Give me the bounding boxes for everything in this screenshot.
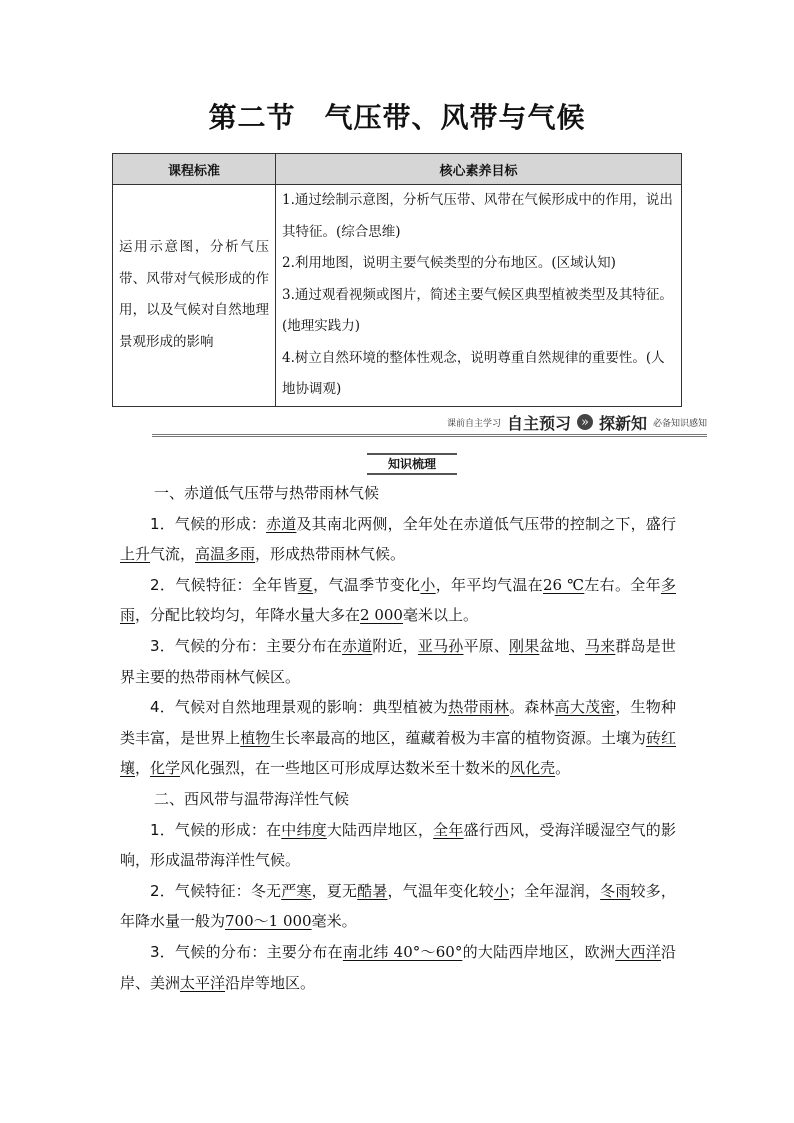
goal-item: 2.利用地图，说明主要气候类型的分布地区。(区域认知) [282, 255, 616, 271]
page-title: 第二节 气压带、风带与气候 [208, 101, 586, 134]
arrow-icon: » [577, 414, 593, 430]
paragraph: 1．气候的形成：在中纬度大陆西岸地区，全年盛行西风，受海洋暖湿空气的影响，形成温带海洋性气候。 [120, 820, 676, 870]
paragraph: 4．气候对自然地理景观的影响：典型植被为热带雨林。森林高大茂密，生物种类丰富，是世界上植物生长率最高的地区，蕴藏着极为丰富的植物资源。土壤为砖红壤，化学风化强烈，在一些地区可形成厚达数米至十数米的风化壳。 [120, 698, 676, 778]
paragraph: 2．气候特征：冬无严寒，夏无酷暑，气温年变化较小；全年湿润，冬雨较多，年降水量一般为700～1 000毫米。 [120, 881, 676, 931]
section-banner [152, 410, 707, 437]
goal-item: 1.通过绘制示意图，分析气压带、风带在气候形成中的作用，说出其特征。(综合思维) [282, 192, 673, 240]
paragraph: 2．气候特征：全年皆夏，气温季节变化小，年平均气温在26 ℃左右。全年多雨，分配比较均匀，年降水量大多在2 000毫米以上。 [120, 575, 676, 625]
content-body [120, 478, 676, 998]
goal-item: 3.通过观看视频或图片，简述主要气候区典型植被类型及其特征。(地理实践力) [282, 286, 673, 334]
knowledge-review-label: 知识梳理 [367, 453, 457, 475]
table-header-standard: 课程标准 [113, 154, 276, 185]
banner-main-2: 探新知 [598, 413, 647, 433]
banner-left-text: 课前自主学习 [446, 418, 501, 429]
standard-cell: 运用示意图，分析气压带、风带对气候形成的作用，以及气候对自然地理景观形成的影响 [113, 185, 276, 407]
goals-cell [276, 185, 682, 407]
paragraph: 1．气候的形成：赤道及其南北两侧，全年处在赤道低气压带的控制之下，盛行上升气流，高温多雨，形成热带雨林气候。 [120, 514, 676, 564]
section-heading-1: 一、赤道低气压带与热带雨林气候 [154, 484, 380, 502]
curriculum-table [112, 153, 682, 407]
paragraph: 3．气候的分布：主要分布在赤道附近，亚马孙平原、刚果盆地、马来群岛是世界主要的热带雨林气候区。 [120, 636, 676, 686]
goal-item: 4.树立自然环境的整体性观念，说明尊重自然规律的重要性。(人地协调观) [282, 349, 665, 397]
section-heading-2: 二、西风带与温带海洋性气候 [154, 789, 350, 808]
banner-main-1: 自主预习 [506, 413, 571, 433]
paragraph: 3．气候的分布：主要分布在南北纬 40°～60°的大陆西岸地区，欧洲大西洋沿岸、美洲太平洋沿岸等地区。 [120, 942, 676, 992]
table-header-goals: 核心素养目标 [276, 154, 682, 185]
banner-right-text: 必备知识感知 [652, 418, 707, 429]
